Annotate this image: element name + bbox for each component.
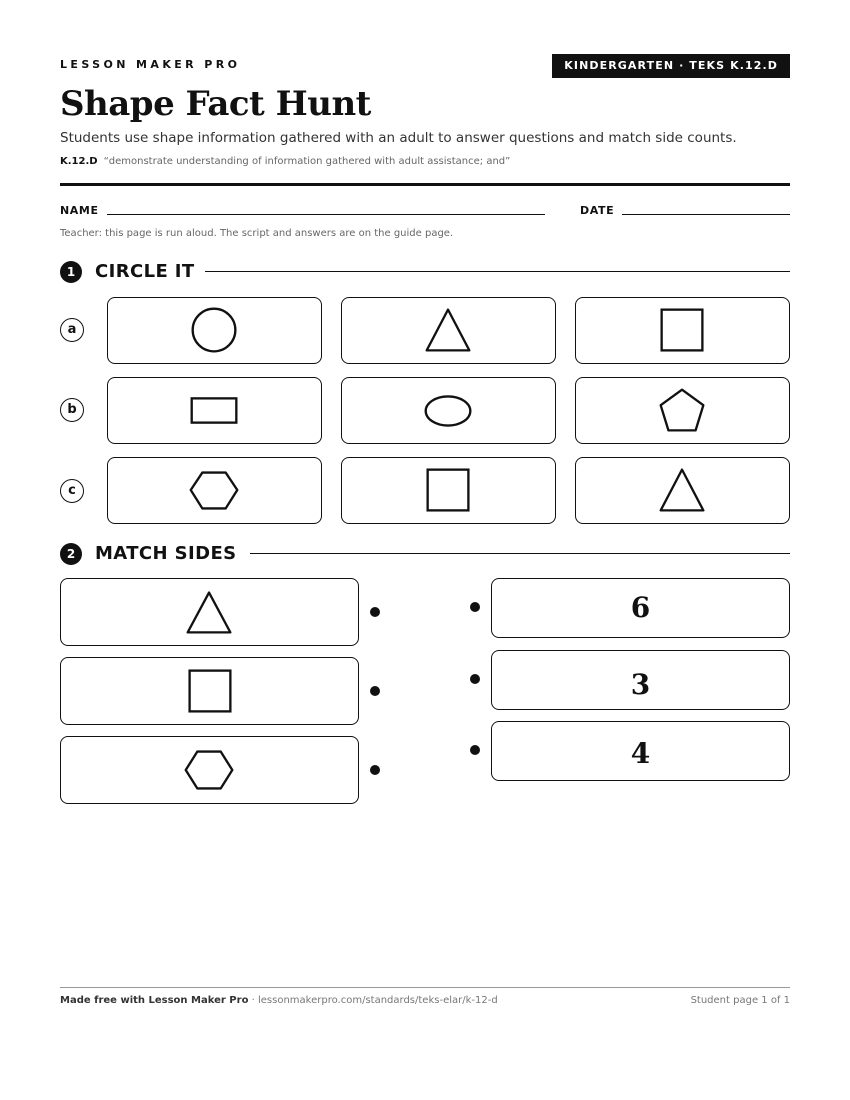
name-line[interactable] (107, 214, 545, 215)
page-subtitle: Students use shape information gathered with an adult to answer questions and match side counts. (60, 130, 737, 146)
date-label: DATE (580, 204, 615, 217)
hexagon-icon (61, 737, 358, 803)
name-label: NAME (60, 204, 99, 217)
triangle-icon (61, 579, 358, 645)
section-rule (250, 553, 790, 554)
hexagon-icon (108, 458, 321, 523)
header-divider (60, 183, 790, 186)
right-match-dot[interactable] (470, 745, 480, 755)
left-match-dot[interactable] (370, 765, 380, 775)
section-rule (205, 271, 790, 272)
shape-choice-card[interactable] (107, 297, 322, 364)
teacher-note: Teacher: this page is run aloud. The script and answers are on the guide page. (60, 228, 454, 239)
section-circle-it-header (60, 259, 790, 283)
shape-choice-card[interactable] (107, 457, 322, 524)
footer-credit (60, 995, 498, 1006)
shape-choice-card[interactable] (341, 457, 556, 524)
row-letter-c: c (60, 479, 84, 503)
side-count-card[interactable]: 3 (491, 650, 790, 710)
row-letter-a: a (60, 318, 84, 342)
shape-choice-card[interactable] (575, 297, 790, 364)
pentagon-icon (576, 378, 789, 443)
side-count-card[interactable]: 6 (491, 578, 790, 638)
row-letter-b: b (60, 398, 84, 422)
shape-choice-card[interactable] (107, 377, 322, 444)
grade-standard-badge: KINDERGARTEN · TEKS K.12.D (552, 54, 790, 78)
footer-url[interactable]: lessonmakerpro.com/standards/teks-elar/k-12-d (257, 995, 498, 1006)
footer-separator: · (248, 995, 258, 1006)
shape-choice-card[interactable] (575, 377, 790, 444)
square-icon (61, 658, 358, 724)
shape-choice-card[interactable] (341, 297, 556, 364)
match-shape-card[interactable] (60, 578, 359, 646)
match-shape-card[interactable] (60, 736, 359, 804)
footer-page-label: Student page 1 of 1 (690, 995, 790, 1006)
date-line[interactable] (622, 214, 790, 215)
worksheet-page (60, 0, 790, 1100)
triangle-icon (576, 458, 789, 523)
left-match-dot[interactable] (370, 686, 380, 696)
rectangle-icon (108, 378, 321, 443)
oval-icon (342, 378, 555, 443)
section-number-badge: 1 (60, 261, 82, 283)
right-match-dot[interactable] (470, 674, 480, 684)
shape-choice-card[interactable] (341, 377, 556, 444)
footer-divider (60, 987, 790, 988)
standard-line (60, 156, 510, 167)
left-match-dot[interactable] (370, 607, 380, 617)
section-title: MATCH SIDES (95, 543, 237, 564)
section-number-badge: 2 (60, 543, 82, 565)
match-shape-card[interactable] (60, 657, 359, 725)
standard-text: “demonstrate understanding of information gathered with adult assistance; and” (103, 156, 511, 167)
circle-icon (108, 298, 321, 363)
standard-code: K.12.D (60, 156, 98, 167)
side-count-card[interactable]: 4 (491, 721, 790, 781)
brand-name: LESSON MAKER PRO (60, 58, 241, 71)
section-title: CIRCLE IT (95, 261, 195, 282)
square-icon (576, 298, 789, 363)
triangle-icon (342, 298, 555, 363)
shape-choice-card[interactable] (575, 457, 790, 524)
page-title: Shape Fact Hunt (60, 84, 371, 124)
square-icon (342, 458, 555, 523)
section-match-sides-header (60, 541, 790, 565)
right-match-dot[interactable] (470, 602, 480, 612)
footer-made-with: Made free with Lesson Maker Pro (60, 995, 249, 1006)
